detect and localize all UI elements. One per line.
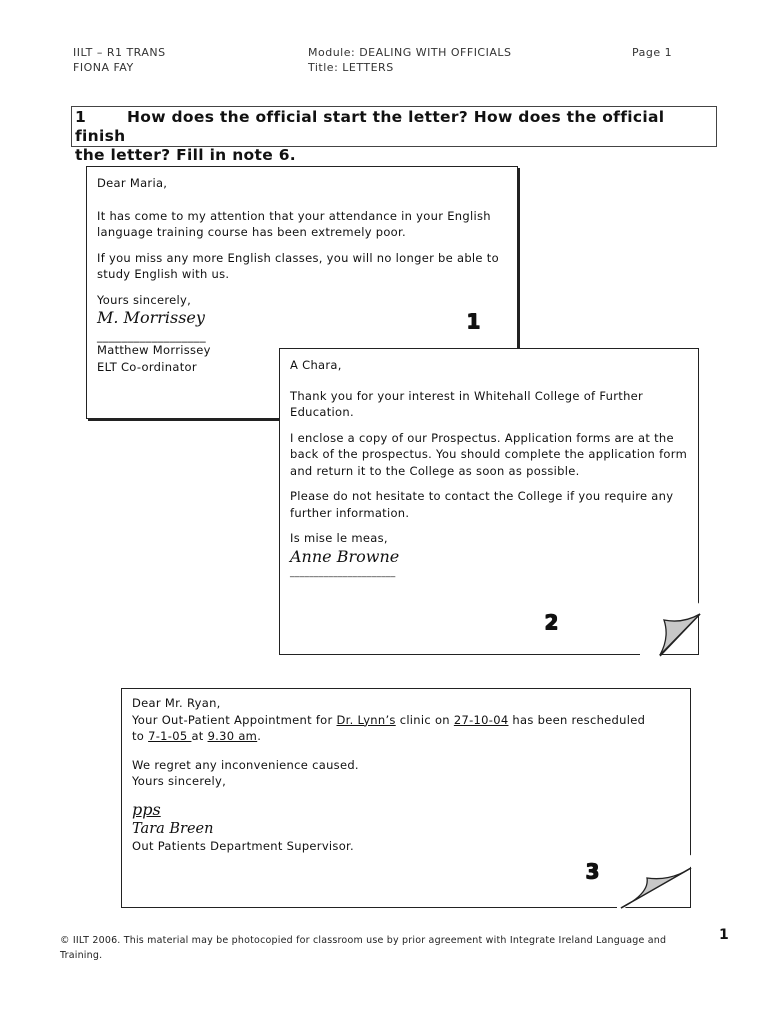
letter3-page-curl xyxy=(617,854,693,910)
letter2-paragraph-2: I enclose a copy of our Prospectus. Application forms are at the back of the prospectus. You should complete the application form and return it to the College as soon as possible. xyxy=(290,430,688,478)
letter3-doctor: Dr. Lynn’s xyxy=(336,712,396,727)
footer-page-number: 1 xyxy=(719,927,729,943)
header-author: FIONA FAY xyxy=(73,61,134,74)
letter1-signature-line: __________________ xyxy=(97,329,206,343)
header-center xyxy=(308,45,512,75)
letter3-line-2 xyxy=(132,728,680,745)
letter2-paragraph-3: Please do not hesitate to contact the College if you require any further information. xyxy=(290,489,674,520)
letter2-signature-line: ______________________ xyxy=(290,567,396,578)
letter3-new-date: 7-1-05 xyxy=(148,729,192,743)
letter2-closing: Is mise le meas, xyxy=(290,531,388,545)
letter3-line2-text-c: . xyxy=(257,729,262,743)
header-course: IILT – R1 TRANS xyxy=(73,46,166,59)
letter3-role: Out Patients Department Supervisor. xyxy=(132,838,354,853)
letter3-pps: pps xyxy=(132,799,161,819)
letter3-line1-text-c: has been rescheduled xyxy=(508,712,646,727)
letter1-signature: M. Morrissey xyxy=(97,308,205,327)
letter2-greeting: A Chara, xyxy=(290,358,342,372)
question-number: 1 xyxy=(75,108,87,126)
letter1-greeting: Dear Maria, xyxy=(97,176,168,190)
letter1-paragraph-1: It has come to my attention that your attendance in your English language training course has been extremely poor. xyxy=(97,208,491,239)
letter3-line1-text-b: clinic on xyxy=(395,712,454,727)
letter-2 xyxy=(279,348,699,655)
header-module: Module: DEALING WITH OFFICIALS xyxy=(308,46,512,59)
question-text-line2: the letter? Fill in note 6. xyxy=(75,146,296,164)
header-title: Title: LETTERS xyxy=(308,61,394,74)
header-page: Page 1 xyxy=(632,46,673,59)
letter3-line2-text-b: at xyxy=(191,729,208,743)
letter1-name: Matthew Morrissey xyxy=(97,343,211,357)
letter2-marker: 2 xyxy=(544,610,558,634)
header-left xyxy=(73,45,166,75)
letter3-signature: Tara Breen xyxy=(132,820,214,837)
letter3-line-1 xyxy=(132,712,680,729)
letter2-signature: Anne Browne xyxy=(290,546,400,566)
letter3-regret: We regret any inconvenience caused. xyxy=(132,757,359,772)
letter-3 xyxy=(121,688,691,908)
letter1-marker: 1 xyxy=(466,309,480,333)
letter3-closing: Yours sincerely, xyxy=(132,774,227,788)
letter2-paragraph-1: Thank you for your interest in Whitehall College of Further Education. xyxy=(290,388,644,419)
letter3-time: 9.30 am xyxy=(207,729,258,743)
question-text-line1: How does the official start the letter? How does the official finish xyxy=(75,108,665,145)
letter3-old-date: 27-10-04 xyxy=(453,712,509,727)
letter3-greeting: Dear Mr. Ryan, xyxy=(132,696,221,710)
letter1-paragraph-2: If you miss any more English classes, you will no longer be able to study English with us. xyxy=(97,250,499,281)
letter3-marker: 3 xyxy=(585,859,599,883)
letter1-role: ELT Co-ordinator xyxy=(97,359,197,374)
letter1-closing: Yours sincerely, xyxy=(97,292,192,307)
footer-copyright: © IILT 2006. This material may be photocopied for classroom use by prior agreement with Integrate Ireland Language and Training. xyxy=(60,935,667,961)
letter2-page-curl xyxy=(640,600,702,658)
letter3-line2-text-a: to xyxy=(132,729,149,743)
letter3-line1-text-a: Your Out-Patient Appointment for xyxy=(132,712,337,727)
question-box xyxy=(71,106,717,164)
